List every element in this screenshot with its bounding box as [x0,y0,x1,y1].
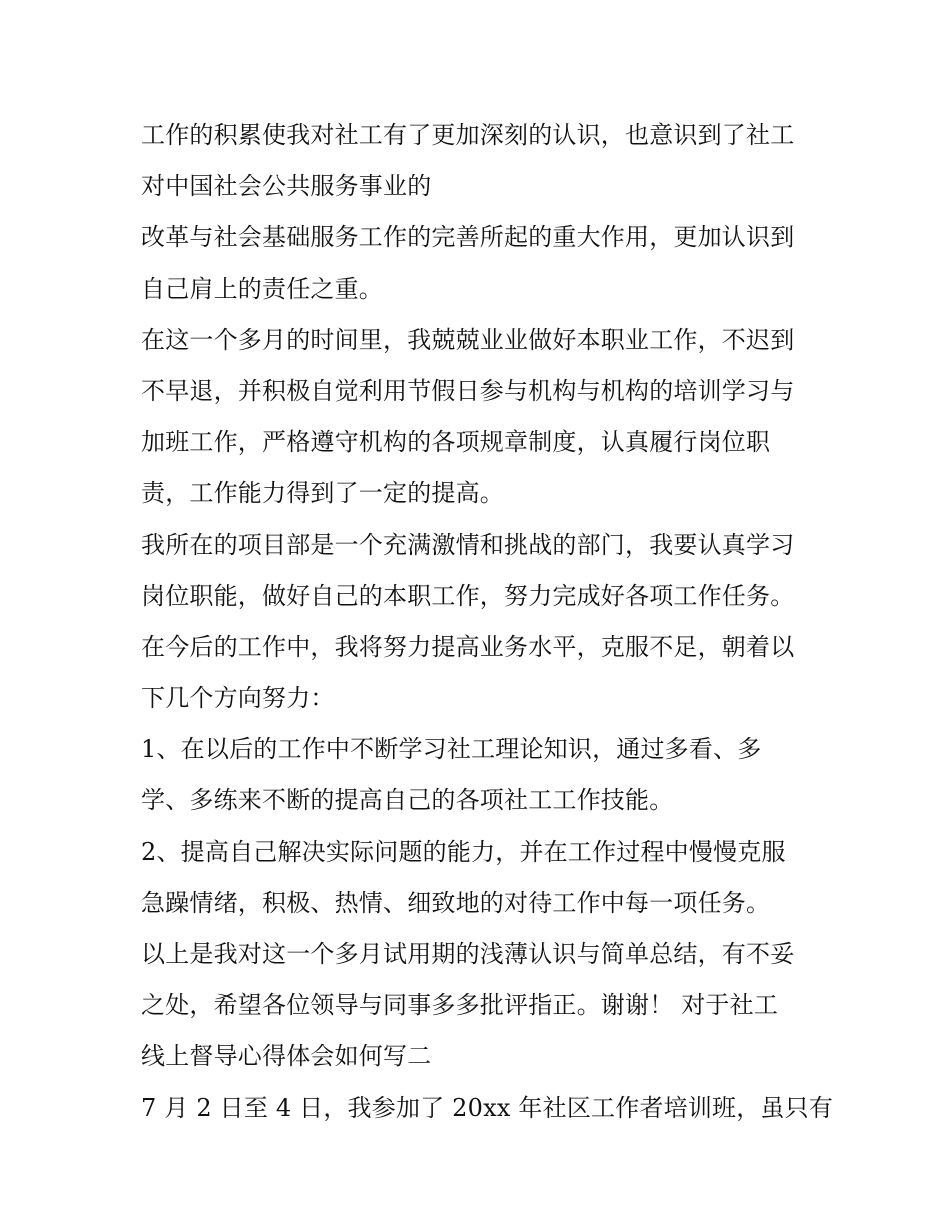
text-line: 对中国社会公共服务事业的 [141,172,432,201]
text-line: 以上是我对这一个多月试用期的浅薄认识与简单总结，有不妥 [141,940,795,968]
text-line: 下几个方向努力： [141,684,335,713]
text-line: 7 月 2 日至 4 日，我参加了 20xx 年社区工作者培训班，虽只有 [141,1093,834,1122]
text-line: 在今后的工作中，我将努力提高业务水平，克服不足，朝着以 [141,632,795,661]
text-line: 在这一个多月的时间里，我兢兢业业做好本职业工作，不迟到 [141,325,795,354]
text-line: 自己肩上的责任之重。 [141,274,383,303]
text-line: 改革与社会基础服务工作的完善所起的重大作用，更加认识到 [141,223,795,252]
text-line: 工作的积累使我对社工有了更加深刻的认识，也意识到了社工 [141,121,795,149]
document-body [141,110,834,1134]
text-line: 我所在的项目部是一个充满激情和挑战的部门，我要认真学习 [141,530,795,559]
text-line: 急躁情绪，积极、热情、细致地的对待工作中每一项任务。 [141,888,771,917]
text-line: 2、提高自己解决实际问题的能力，并在工作过程中慢慢克服 [141,837,786,866]
text-line: 学、多练来不断的提高自己的各项社工工作技能。 [141,786,674,815]
text-line: 1、在以后的工作中不断学习社工理论知识，通过多看、多 [141,735,762,764]
text-line: 加班工作，严格遵守机构的各项规章制度，认真履行岗位职 [141,428,771,457]
text-line: 线上督导心得体会如何写二 [141,1042,432,1071]
text-line: 之处，希望各位领导与同事多多批评指正。谢谢！ 对于社工 [141,991,779,1020]
text-line: 不早退，并积极自觉利用节假日参与机构与机构的培训学习与 [141,376,795,405]
text-line: 岗位职能，做好自己的本职工作，努力完成好各项工作任务。 [141,581,795,610]
text-line: 责，工作能力得到了一定的提高。 [141,479,504,508]
